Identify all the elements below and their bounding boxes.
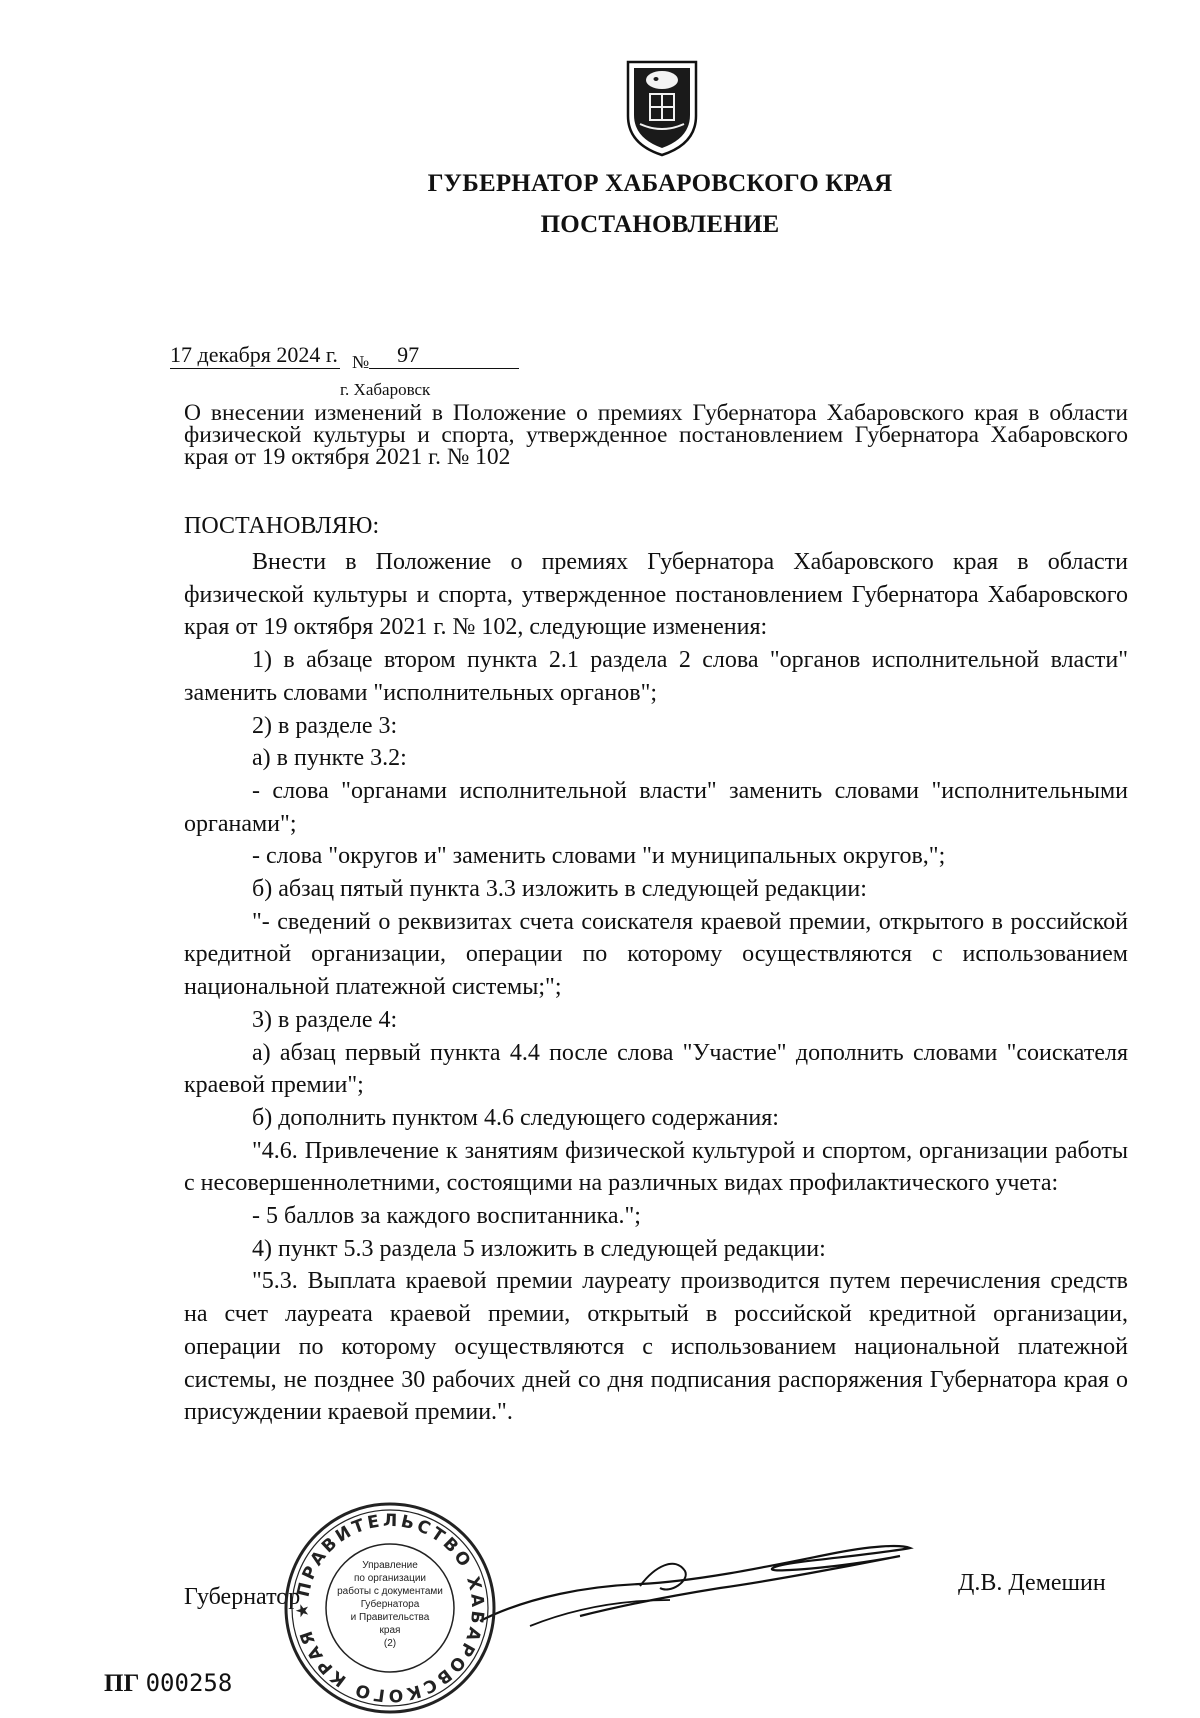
svg-text:по организации: по организации: [353, 1573, 427, 1584]
paragraph: - слова "округов и" заменить словами "и муниципальных округов,";: [252, 843, 946, 870]
paragraph: - 5 баллов за каждого воспитанника.";: [252, 1203, 641, 1230]
number-sign: №: [351, 352, 370, 372]
paragraph: 4) пункт 5.3 раздела 5 изложить в следующей редакции:: [252, 1235, 826, 1262]
paragraph: б) дополнить пунктом 4.6 следующего содержания:: [252, 1104, 779, 1131]
paragraph: а) абзац первый пункта 4.4 после слова "Участие" дополнить словами "соискателя краевой премии";: [184, 1039, 1128, 1099]
paragraph: 3) в разделе 4:: [252, 1006, 398, 1033]
paragraph: 1) в абзаце втором пункта 2.1 раздела 2 слова "органов исполнительной власти" заменить словами "исполнительных органов";: [184, 647, 1128, 706]
serial-prefix: ПГ: [104, 1670, 140, 1697]
document-body: [184, 546, 1128, 1429]
svg-text:и Правительства: и Правительства: [350, 1612, 430, 1623]
paragraph: Внести в Положение о премиях Губернатора Хабаровского края в области физической культуры и спорта, утвержденное постановлением Губернатора Хабаровского края от 19 октября 2021 г. № 102, следующие изменения:: [184, 549, 1128, 641]
paragraph: - слова "органами исполнительной власти" заменить словами "исполнительными органами";: [184, 777, 1128, 837]
document-number: 97: [369, 342, 519, 369]
issuer-title: ГУБЕРНАТОР ХАБАРОВСКОГО КРАЯ: [427, 170, 893, 197]
svg-text:Губернатора: Губернатора: [360, 1599, 420, 1610]
svg-text:Управление: Управление: [362, 1560, 418, 1571]
svg-text:(2): (2): [383, 1638, 397, 1649]
coat-of-arms-icon: [620, 58, 704, 158]
paragraph: "- сведений о реквизитах счета соискателя краевой премии, открытого в российской кредитной организации, операции по которому осуществляются с использованием национальной платежной системы;";: [184, 908, 1128, 1001]
svg-text:ПРАВИТЕЛЬСТВО ХАБАРОВСКОГО КРА: ПРАВИТЕЛЬСТВО ХАБАРОВСКОГО КРАЯ ★: [292, 1510, 488, 1706]
signer-name: Д.В. Демешин: [958, 1570, 1106, 1596]
document-date: 17 декабря 2024 г.: [170, 342, 338, 367]
signer-title: Губернатор: [184, 1584, 301, 1610]
document-subject: О внесении изменений в Положение о премиях Губернатора Хабаровского края в области физической культуры и спорта, утвержденное постановлением Губернатора Хабаровского края от 19 октября 2021 г. № 102: [184, 400, 1128, 470]
document-serial: [104, 1669, 232, 1698]
resolve-heading: ПОСТАНОВЛЯЮ:: [184, 513, 380, 539]
paragraph: "5.3. Выплата краевой премии лауреату производится путем перечисления средств на счет лауреата краевой премии, открытый в российской кредитной организации, операции по которому осуществляются с использованием национальной платежной системы, не позднее 30 рабочих дней со дня подписания распоряжения Губернатора края о присуждении краевой премии.".: [184, 1268, 1128, 1426]
svg-text:края: края: [379, 1625, 401, 1636]
paragraph: а) в пункте 3.2:: [252, 745, 407, 772]
paragraph: 2) в разделе 3:: [252, 712, 398, 739]
paragraph: "4.6. Привлечение к занятиям физической культурой и спортом, организации работы с несовершеннолетними, состоящими на различных видах профилактического учета:: [184, 1137, 1128, 1197]
svg-text:работы с документами: работы с документами: [337, 1586, 443, 1597]
serial-digits: 000258: [145, 1669, 233, 1697]
handwritten-signature: [470, 1526, 920, 1636]
paragraph: б) абзац пятый пункта 3.3 изложить в следующей редакции:: [252, 876, 867, 903]
document-type: ПОСТАНОВЛЕНИЕ: [540, 211, 780, 238]
official-seal: [280, 1498, 500, 1718]
document-city: г. Хабаровск: [340, 380, 431, 399]
date-number-line: [170, 342, 519, 373]
